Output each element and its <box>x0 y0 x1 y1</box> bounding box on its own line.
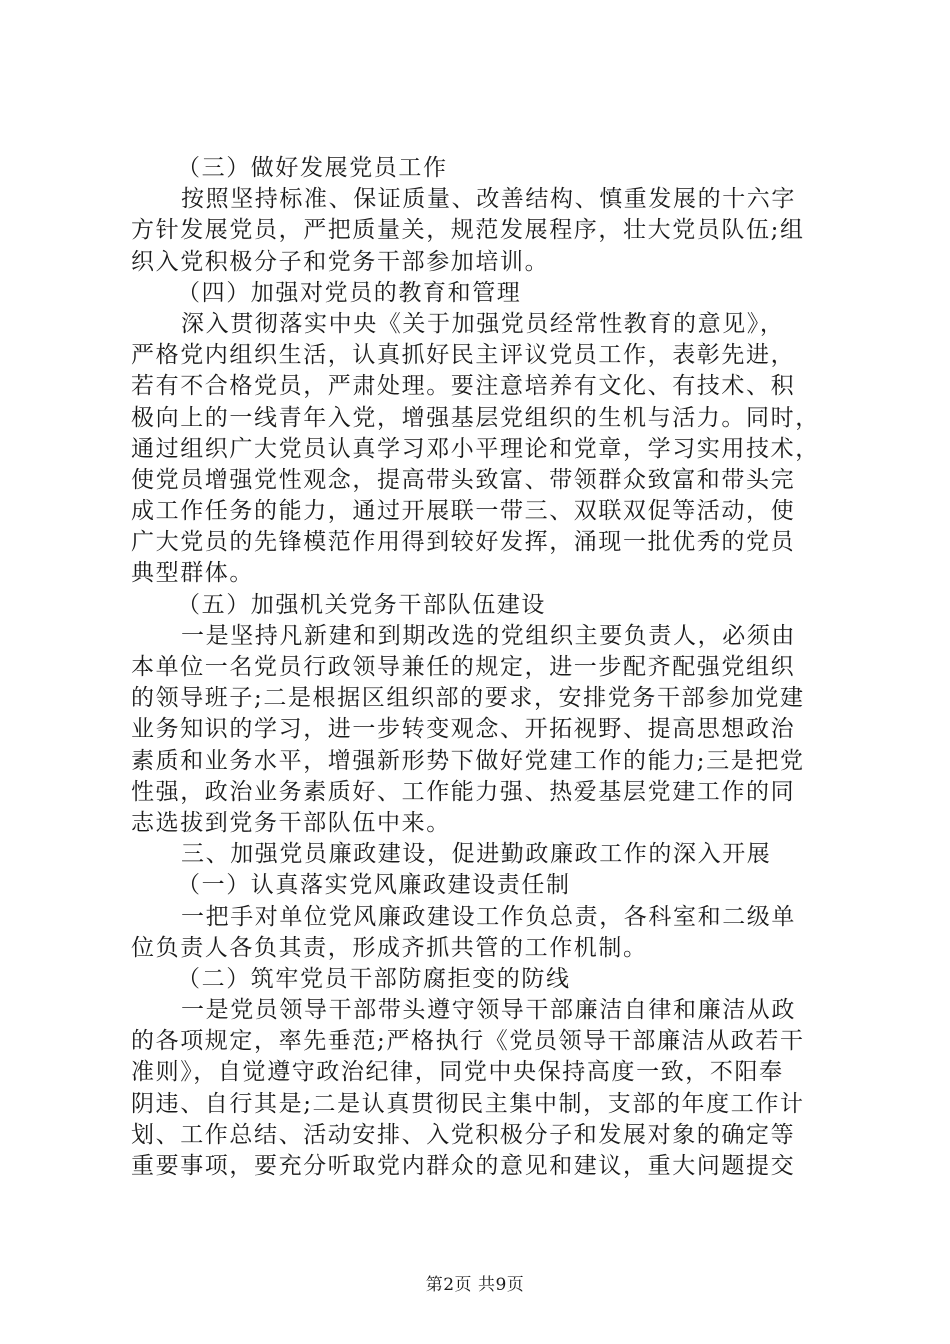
text-line: 重要事项，要充分听取党内群众的意见和建议，重大问题提交 <box>131 1153 796 1179</box>
text-line: （五）加强机关党务干部队伍建设 <box>177 591 546 618</box>
text-line: 素质和业务水平，增强新形势下做好党建工作的能力;三是把党 <box>131 747 805 774</box>
document-body <box>131 153 831 1182</box>
text-line: 按照坚持标准、保证质量、改善结构、慎重发展的十六字 <box>181 186 796 213</box>
text-line: 的各项规定，率先垂范;严格执行《党员领导干部廉洁从政若干 <box>131 1028 805 1055</box>
text-line: 若有不合格党员，严肃处理。要注意培养有文化、有技术、积 <box>131 373 796 400</box>
text-line: 划、工作总结、活动安排、入党积极分子和发展对象的确定等 <box>131 1121 796 1148</box>
text-line: （一）认真落实党风廉政建设责任制 <box>177 872 571 899</box>
text-line: 使党员增强党性观念，提高带头致富、带领群众致富和带头完 <box>131 466 796 493</box>
text-line: 严格党内组织生活，认真抓好民主评议党员工作，表彰先进， <box>131 342 796 369</box>
text-line: 深入贯彻落实中央《关于加强党员经常性教育的意见》， <box>181 310 785 337</box>
page-footer: 第2页 共9页 <box>425 1275 525 1295</box>
text-line: 准则》，自觉遵守政治纪律，同党中央保持高度一致，不阳奉 <box>131 1059 784 1086</box>
text-line: 三、加强党员廉政建设，促进勤政廉政工作的深入开展 <box>181 841 772 868</box>
text-line: 志选拔到党务干部队伍中来。 <box>131 809 451 836</box>
text-line: 性强，政治业务素质好、工作能力强、热爱基层党建工作的同 <box>131 778 796 805</box>
text-line: 典型群体。 <box>131 560 254 587</box>
text-line: （三）做好发展党员工作 <box>177 155 448 181</box>
text-line: 方针发展党员，严把质量关，规范发展程序，壮大党员队伍;组 <box>131 217 805 244</box>
text-line: 极向上的一线青年入党，增强基层党组织的生机与活力。同时， <box>131 404 820 431</box>
text-line: 的领导班子;二是根据区组织部的要求，安排党务干部参加党建 <box>131 685 805 712</box>
text-line: 一是党员领导干部带头遵守领导干部廉洁自律和廉洁从政 <box>181 997 796 1024</box>
text-line: （二）筑牢党员干部防腐拒变的防线 <box>177 965 571 992</box>
text-line: 位负责人各负其责，形成齐抓共管的工作机制。 <box>131 934 648 961</box>
text-line: （四）加强对党员的教育和管理 <box>177 279 522 306</box>
text-line: 一是坚持凡新建和到期改选的党组织主要负责人，必须由 <box>181 622 796 649</box>
text-line: 业务知识的学习，进一步转变观念、开拓视野、提高思想政治 <box>131 716 796 743</box>
text-line: 广大党员的先锋模范作用得到较好发挥，涌现一批优秀的党员 <box>131 529 796 556</box>
text-line: 阴违、自行其是;二是认真贯彻民主集中制，支部的年度工作计 <box>131 1090 805 1117</box>
text-line: 通过组织广大党员认真学习邓小平理论和党章，学习实用技术， <box>131 435 820 462</box>
text-line: 织入党积极分子和党务干部参加培训。 <box>131 248 550 275</box>
text-line: 本单位一名党员行政领导兼任的规定，进一步配齐配强党组织 <box>131 654 796 680</box>
text-line: 成工作任务的能力，通过开展联一带三、双联双促等活动，使 <box>131 498 796 525</box>
text-line: 一把手对单位党风廉政建设工作负总责，各科室和二级单 <box>181 903 796 930</box>
